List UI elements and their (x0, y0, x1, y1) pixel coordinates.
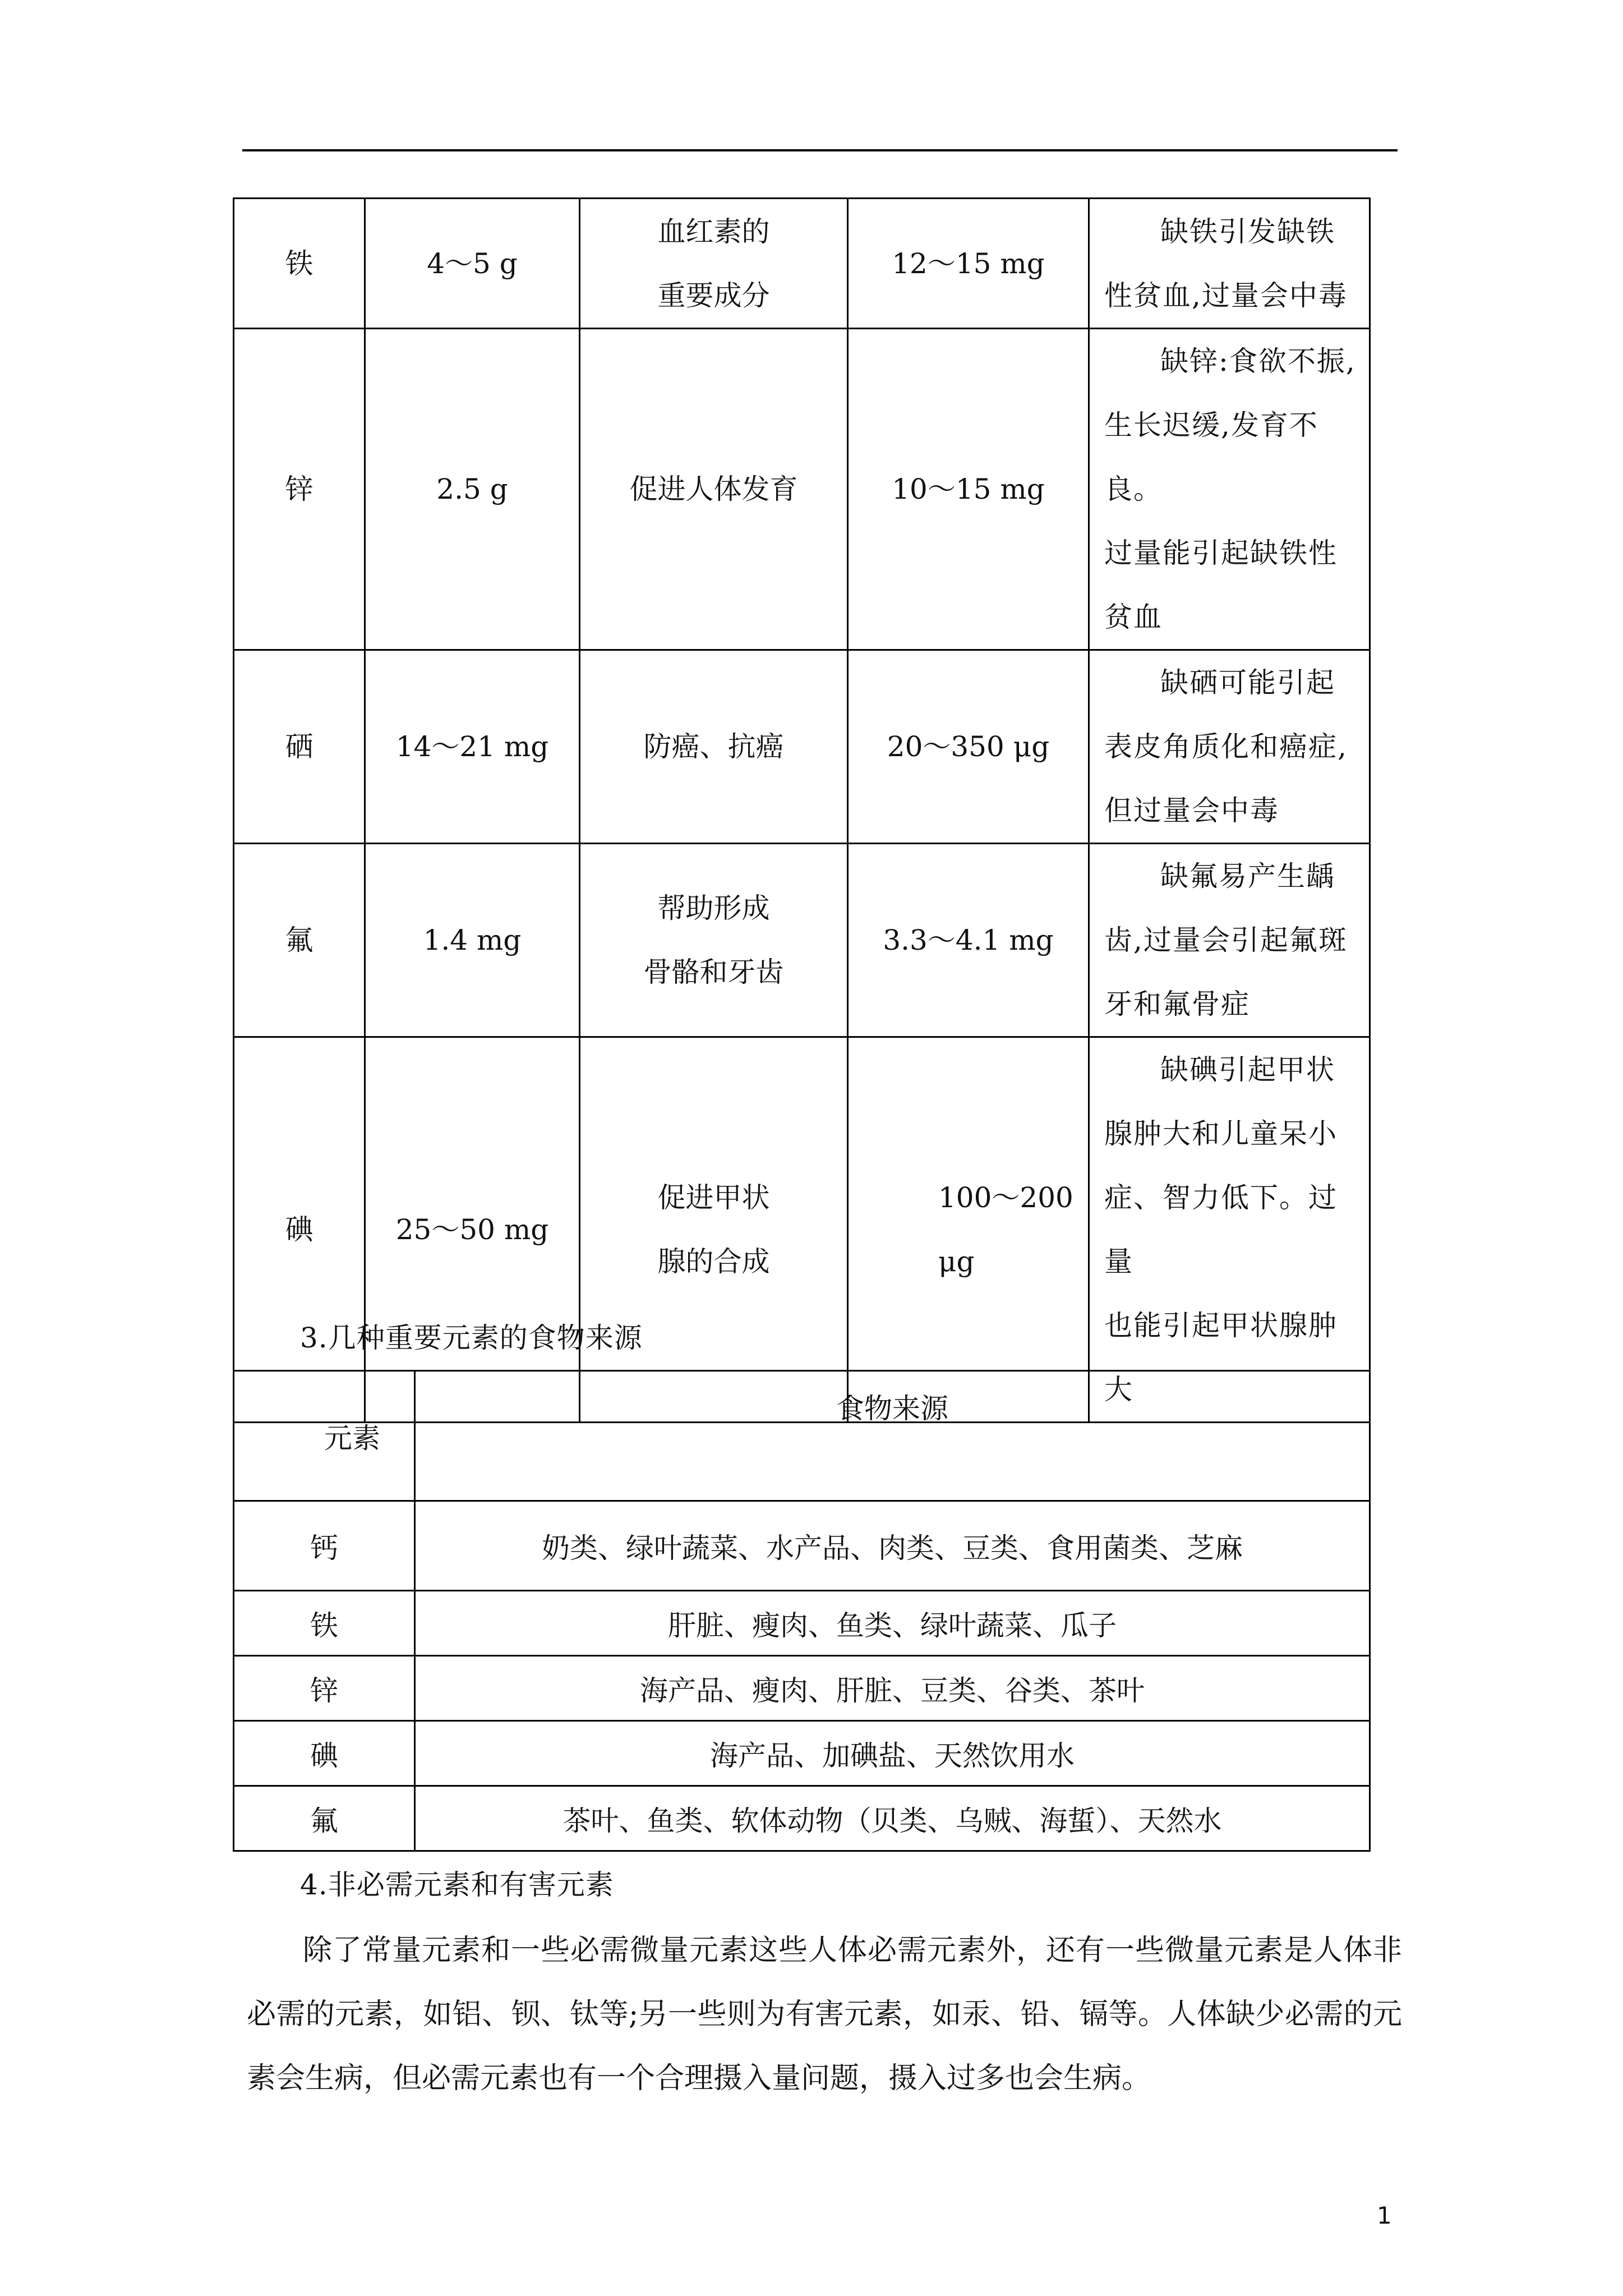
total-amount-cell: 2.5 g (365, 329, 580, 650)
deficiency-note-cell (1089, 650, 1370, 844)
note-line: 表皮角质化和癌症, (1104, 730, 1348, 763)
note-line: 但过量会中毒 (1104, 794, 1279, 827)
daily-intake-cell (848, 650, 1089, 844)
section-3-heading: 3.几种重要元素的食物来源 (300, 1322, 643, 1354)
deficiency-note-cell (1089, 844, 1370, 1037)
function-line: 促进人体发育 (629, 473, 798, 505)
column-header-element: 元素 (234, 1371, 415, 1501)
function-cell (580, 844, 848, 1037)
deficiency-note-cell (1089, 329, 1370, 650)
page-number: 1 (1377, 2202, 1392, 2229)
note-line: 腺肿大和儿童呆小 (1104, 1117, 1338, 1150)
total-amount-cell: 25～50 mg (365, 1037, 580, 1423)
function-line: 防癌、抗癌 (643, 730, 784, 763)
paragraph-text: 除了常量元素和一些必需微量元素这些人体必需元素外，还有一些微量元素是人体非必需的元素，如铝、钡、钛等;另一些则为有害元素，如汞、铅、镉等。人体缺少必需的元素会生病，但必需元素也有一个合理摄入量问题，摄入过多也会生病。 (247, 1934, 1402, 2095)
function-cell (580, 199, 848, 329)
note-line: 贫血 (1104, 601, 1163, 633)
note-line: 也能引起甲状腺肿 (1104, 1309, 1338, 1342)
function-line: 帮助形成 (657, 892, 770, 924)
element-cell: 锌 (234, 1656, 415, 1721)
note-line: 过量能引起缺铁性 (1104, 537, 1338, 569)
note-line: 缺锌:食欲不振, (1160, 345, 1356, 378)
intake-line: μg (938, 1245, 975, 1278)
table-row (234, 329, 1370, 650)
function-line: 血红素的 (657, 215, 770, 248)
note-line: 牙和氟骨症 (1104, 988, 1250, 1020)
note-line: 症、智力低下。过量 (1104, 1181, 1338, 1278)
daily-intake-cell (848, 844, 1089, 1037)
note-line: 缺碘引起甲状 (1160, 1053, 1335, 1086)
header-rule (242, 149, 1398, 151)
table-row (234, 1591, 1370, 1656)
total-amount-cell: 4～5 g (365, 199, 580, 329)
element-cell: 碘 (234, 1037, 365, 1423)
deficiency-note-cell (1089, 1037, 1370, 1423)
function-cell (580, 329, 848, 650)
section-4-paragraph (247, 1918, 1402, 2110)
table-header-row (234, 1371, 1370, 1501)
table-row (234, 1037, 1370, 1423)
intake-line: 3.3～4.1 mg (883, 924, 1054, 956)
table-row (234, 1656, 1370, 1721)
table-row (234, 650, 1370, 844)
element-cell: 碘 (234, 1721, 415, 1786)
table-row (234, 1721, 1370, 1786)
table-row (234, 1501, 1370, 1591)
element-cell: 锌 (234, 329, 365, 650)
deficiency-note-cell (1089, 199, 1370, 329)
function-line: 重要成分 (657, 279, 770, 312)
table-row (234, 1786, 1370, 1851)
section-4-heading: 4.非必需元素和有害元素 (300, 1869, 614, 1901)
daily-intake-cell (848, 1037, 1089, 1423)
intake-line: 12～15 mg (892, 247, 1045, 280)
trace-element-table (233, 197, 1371, 1423)
function-cell (580, 650, 848, 844)
total-amount-cell: 1.4 mg (365, 844, 580, 1037)
daily-intake-cell (848, 199, 1089, 329)
food-source-table (233, 1370, 1371, 1852)
food-source-cell: 海产品、加碘盐、天然饮用水 (415, 1721, 1370, 1786)
note-line: 性贫血,过量会中毒 (1104, 279, 1348, 312)
element-cell: 铁 (234, 199, 365, 329)
note-line: 缺氟易产生龋 (1160, 860, 1335, 892)
element-cell: 氟 (234, 1786, 415, 1851)
intake-line: 10～15 mg (892, 473, 1045, 505)
element-cell: 氟 (234, 844, 365, 1037)
intake-line: 100～200 (938, 1181, 1073, 1214)
function-line: 腺的合成 (657, 1245, 770, 1278)
intake-line: 20～350 μg (887, 730, 1050, 763)
element-cell: 钙 (234, 1501, 415, 1591)
note-line: 缺铁引发缺铁 (1160, 215, 1335, 248)
note-line: 缺硒可能引起 (1160, 666, 1335, 699)
food-source-cell: 肝脏、瘦肉、鱼类、绿叶蔬菜、瓜子 (415, 1591, 1370, 1656)
note-line: 齿,过量会引起氟斑 (1104, 924, 1348, 956)
element-cell: 铁 (234, 1591, 415, 1656)
note-line: 生长迟缓,发育不良。 (1104, 409, 1318, 505)
table-row (234, 844, 1370, 1037)
function-line: 促进甲状 (657, 1181, 770, 1214)
element-cell: 硒 (234, 650, 365, 844)
column-header-source: 食物来源 (415, 1371, 1370, 1501)
function-cell (580, 1037, 848, 1423)
table-row (234, 199, 1370, 329)
daily-intake-cell (848, 329, 1089, 650)
function-line: 骨骼和牙齿 (643, 956, 784, 988)
food-source-cell: 奶类、绿叶蔬菜、水产品、肉类、豆类、食用菌类、芝麻 (415, 1501, 1370, 1591)
food-source-cell: 茶叶、鱼类、软体动物（贝类、乌贼、海蜇）、天然水 (415, 1786, 1370, 1851)
food-source-cell: 海产品、瘦肉、肝脏、豆类、谷类、茶叶 (415, 1656, 1370, 1721)
total-amount-cell: 14～21 mg (365, 650, 580, 844)
note-line: 大 (1104, 1373, 1133, 1406)
